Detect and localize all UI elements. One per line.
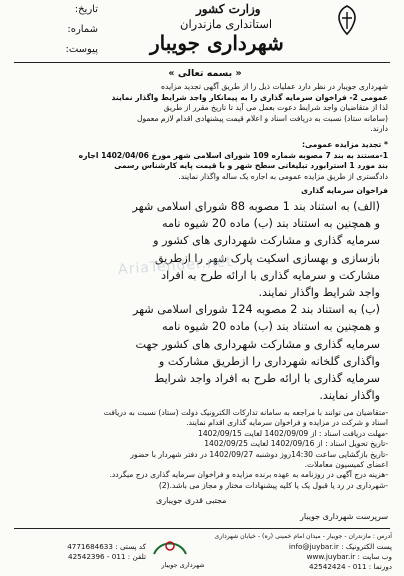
footer-right [214,532,392,572]
footer-email: پست الکترونیک : info@juybar.ir [288,542,392,551]
intro-line: شهرداری جویبار در نظر دارد عملیات ذیل را از طریق آگهی تجدید مزایده [160,82,388,91]
investment-line: و همچنین به استناد بند (ب) ماده 20 شیوه نامه [161,320,380,334]
investment-call-body [36,198,380,404]
municipality-letterhead [150,2,364,62]
province-title: استانداری مازندران [180,17,273,31]
note-line: -تاریخ بازگشایی ساعت 14:30روز دوشنبه 1402/09/27 در دفتر شهردار با حضور [130,449,388,459]
auction-section-title: * تجدید مزایده عمومی: [301,140,388,149]
ministry-title: وزارت کشور [196,2,261,16]
note-line: -شهرداری در رد یا قبول یک یا کلیه پیشنهادات مختار و مجاز می باشد.(2) [158,480,388,490]
investment-line: مشارکت و سرمایه گذاری با ارائه طرح به افراد [161,268,380,282]
investment-section-title: فراخوان سرمایه گذاری [301,186,388,195]
investment-line: (الف) به استناد بند 1 مصوبه 88 شورای اسلامی شهر [132,200,380,213]
site-watermark: AriaTender.net [117,254,234,278]
signatory-name: مجتبی قدری جویباری [156,496,227,505]
footer-emblem [150,536,216,572]
municipality-emblem-icon [334,4,360,36]
note-line: اسناد و شرکت در مزایده و فراخوان سرمایه گذاری اقدام نمایند. [186,418,388,428]
auction-line: بند مورد 1 استرابورد تبلیغاتی سطح شهر و با قیمت پایه کارشناس رسمی [114,161,388,171]
footer-fax: دورنما : 011 - 42542424 [309,562,392,571]
footer-logo-text: شهرداری جویبار [161,561,205,569]
municipality-title: شهرداری جویبار [150,31,284,55]
investment-line: بازسازی و بهسازی اسکیت پارک شهر را ازطریق [154,251,380,265]
investment-line: واجد شرایط واگذار نمایند. [258,286,380,300]
investment-line: سرمایه گذاری و مشارکت شهرداری های کشور جهت [135,337,380,351]
intro-line: (سامانه ستاد) نسبت به دریافت اسناد و اعلام قیمت پیشنهادی اقدام لازم معمول [136,113,388,123]
footer-website: وب سایت : www.juybar.ir [306,552,392,561]
note-line: -هزینه درج آگهی در روزنامه به عهده برنده مزایده و فراخوان سرمایه گذاری درج میگردد. [109,470,388,480]
header-divider [14,62,390,63]
note-line: اعضای کمیسیون معاملات. [304,460,388,470]
notes-list [16,408,388,491]
intro-line: دارند. [370,124,388,134]
investment-line: و همچنین به استناد بند (ب) ماده 20 شیوه نامه [161,217,380,231]
auction-line: دادگستری از طریق مزایده عمومی به اجاره یک ساله واگذار نمایند. [178,171,388,181]
footer-left [30,542,146,562]
signatory-title: سرپرست شهرداری جویبار [300,512,389,521]
letter-meta-fields [26,4,98,64]
note-line: -تاریخ تحویل اسناد : از 1402/09/16 لغایت 1402/09/25 [204,439,388,449]
investment-line: (ب) به استناد بند 2 مصوبه 124 شورای اسلامی شهر [132,303,380,317]
footer-address: آدرس : مازندران - جویبار - میدان امام خمینی (ره) - خیابان شهرداری [214,533,392,540]
attachment-label: پیوست: [65,44,98,55]
number-label: شماره: [67,24,98,35]
intro-line: لذا از متقاضیان واجد شرایط دعوت بعمل می آید تا تاریخ مقرر از طریق [163,103,388,113]
footer-divider [14,528,390,529]
basmala-heading: « بسمه تعالی » [168,68,242,79]
footer-postal: کد پستی : 4771684633 [67,542,146,551]
auction-line: 1-مستند به بند 7 مصوبه شماره 109 شورای اسلامی شهر مورخ 1402/04/06 اجاره [78,150,388,160]
investment-line: واگذاری گلخانه شهرداری را ازطریق مشارکت و [158,354,380,368]
city-emblem-icon [150,536,190,558]
intro-paragraph [16,82,388,135]
date-label: تاریخ: [74,4,98,15]
auction-section [16,140,388,182]
investment-line: واگذار نمایند. [319,389,380,403]
note-line: -متقاضیان می توانند با مراجعه به سامانه تدارکات الکترونیک دولت (ستاد) نسبت به دریافت [103,408,388,417]
footer-phone: تلفن : 011 - 42542396 [68,552,146,561]
investment-line: سرمایه گذاری با ارائه طرح به افراد واجد شرایط [153,372,380,386]
intro-line: عمومی 2- فراخوان سرمایه گذاری را به پیمانکار واجد شرایط واگذار نمایند [111,92,388,102]
investment-line: سرمایه گذاری و مشارکت شهرداری های کشور و [153,234,380,248]
note-line: -مهلت دریافت اسناد : از 1402/09/09 لغایت 1402/09/15 [198,428,388,438]
